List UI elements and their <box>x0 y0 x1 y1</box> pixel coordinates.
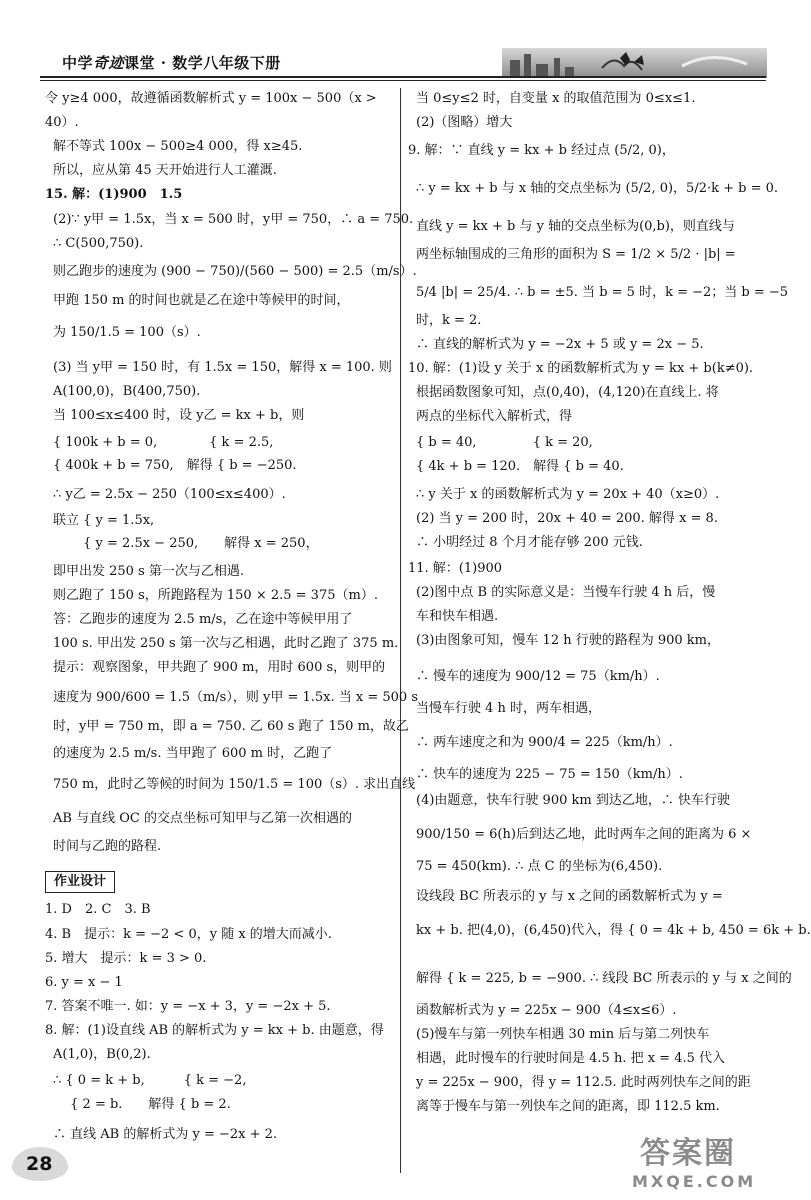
hint-line: 的速度为 2.5 m/s. 当甲跑了 600 m 时，乙跑了 <box>53 746 333 761</box>
watermark-logo: 答案圈 <box>640 1136 736 1171</box>
equation-system-line: { 100k + b = 0, { k = 2.5, <box>53 435 274 450</box>
page-number: 28 <box>26 1153 53 1175</box>
text-line: (3)由图象可知，慢车 12 h 行驶的路程为 900 km， <box>416 633 721 648</box>
text-line: ∴ C(500,750). <box>53 236 144 251</box>
text-line: 直线 y = kx + b 与 y 轴的交点坐标为(0,b)，则直线与 <box>416 219 735 234</box>
text-line: A(100,0)，B(400,750). <box>53 384 201 399</box>
text-line: 函数解析式为 y = 225x − 900（4≤x≤6）. <box>416 1003 677 1018</box>
title-suffix: 课堂 · 数学八年级下册 <box>124 54 281 72</box>
equation-system-line: { 4k + b = 120. 解得 { b = 40. <box>416 459 624 474</box>
equation-system-line: ∴ { 0 = k + b, { k = −2, <box>53 1073 247 1088</box>
text-line: ∴ 小明经过 8 个月才能存够 200 元钱. <box>416 535 643 550</box>
text-line: A(1,0)，B(0,2). <box>53 1047 151 1062</box>
text-line: 5. 增大 提示：k = 3 > 0. <box>45 951 207 966</box>
text-line: 则乙跑了 150 s，所跑路程为 150 × 2.5 = 375（m）. <box>53 588 378 603</box>
book-title <box>62 52 281 73</box>
equation-system-line: { y = 2.5x − 250, 解得 x = 250， <box>53 536 319 551</box>
page-header <box>0 0 786 95</box>
text-line: ∴ 直线 AB 的解析式为 y = −2x + 2. <box>53 1127 278 1142</box>
header-rule-thin <box>40 80 766 81</box>
text-line: 令 y≥4 000，故遵循函数解析式 y = 100x − 500（x > <box>45 91 377 106</box>
text-line: (2)∵ y甲 = 1.5x，当 x = 500 时，y甲 = 750，∴ a = 750. <box>53 212 414 227</box>
page-number-badge <box>12 1147 68 1181</box>
text-line: 即甲出发 250 s 第一次与乙相遇. <box>53 564 245 579</box>
text-line: ∴ 快车的速度为 225 − 75 = 150（km/h）. <box>416 767 683 782</box>
text-line: 5/4 |b| = 25/4. ∴ b = ±5. 当 b = 5 时，k = −2；当 b = −5 <box>416 285 789 300</box>
watermark <box>628 1128 778 1198</box>
text-line: 6. y = x − 1 <box>45 975 123 990</box>
text-line: 两点的坐标代入解析式，得 <box>416 409 573 424</box>
text-line: 相遇，此时慢车的行驶时间是 4.5 h. 把 x = 4.5 代入 <box>416 1051 726 1066</box>
text-line: 7. 答案不唯一. 如：y = −x + 3，y = −2x + 5. <box>45 999 331 1014</box>
problem-15-heading: 15. 解：(1)900 1.5 <box>45 187 183 202</box>
text-line: 75 = 450(km). ∴ 点 C 的坐标为(6,450). <box>416 859 663 874</box>
text-line: 4. B 提示：k = −2 < 0，y 随 x 的增大而减小. <box>45 927 332 942</box>
header-rule <box>40 76 766 78</box>
equation-system-line: 联立 { y = 1.5x, <box>53 513 155 528</box>
title-fancy: 奇迹 <box>93 54 125 72</box>
text-line: 两坐标轴围成的三角形的面积为 S = 1/2 × 5/2 · |b| = <box>416 247 736 262</box>
watermark-url: MXQE.COM <box>632 1172 757 1191</box>
text-line: (2)图中点 B 的实际意义是：当慢车行驶 4 h 后，慢 <box>416 585 716 600</box>
text-line: 根据函数图象可知，点(0,40)，(4,120)在直线上. 将 <box>416 385 719 400</box>
equation-system-line: { 2 = b. 解得 { b = 2. <box>53 1097 231 1112</box>
text-line: ∴ y = kx + b 与 x 轴的交点坐标为 (5/2, 0)，5/2·k + b = 0. <box>416 181 779 196</box>
equation-system-line: 解得 { k = 225, b = −900. ∴ 线段 BC 所表示的 y 与 x 之间的 <box>416 971 792 986</box>
text-line: ∴ y 关于 x 的函数解析式为 y = 20x + 40（x≥0）. <box>416 487 720 502</box>
text-line: 解不等式 100x − 500≥4 000，得 x≥45. <box>53 139 303 154</box>
hint-line: 时，y甲 = 750 m，即 a = 750. 乙 60 s 跑了 150 m，故乙 <box>53 719 409 734</box>
hint-line: 时间与乙跑的路程. <box>53 839 162 854</box>
text-line: (5)慢车与第一列快车相遇 30 min 后与第二列快车 <box>416 1027 710 1042</box>
text-line: 900/150 = 6(h)后到达乙地，此时两车之间的距离为 6 × <box>416 827 752 842</box>
text-line: 8. 解：(1)设直线 AB 的解析式为 y = kx + b. 由题意，得 <box>45 1023 384 1038</box>
text-line: 时，k = 2. <box>416 313 482 328</box>
text-line: (4)由题意，快车行驶 900 km 到达乙地，∴ 快车行驶 <box>416 793 730 808</box>
text-line: ∴ 两车速度之和为 900/4 = 225（km/h）. <box>416 735 673 750</box>
text-line: y = 225x − 900，得 y = 112.5. 此时两列快车之间的距 <box>416 1075 751 1090</box>
problem-11-heading: 11. 解：(1)900 <box>408 561 503 576</box>
hint-line: 750 m，此时乙等候的时间为 150/1.5 = 100（s）. 求出直线 <box>53 777 416 792</box>
text-line: 设线段 BC 所表示的 y 与 x 之间的函数解析式为 y = <box>416 889 723 904</box>
problem-10-heading: 10. 解：(1)设 y 关于 x 的函数解析式为 y = kx + b(k≠0). <box>408 361 754 376</box>
text-line: ∴ 慢车的速度为 900/12 = 75（km/h）. <box>416 669 660 684</box>
text-line: 甲跑 150 m 的时间也就是乙在途中等候甲的时间， <box>53 293 350 308</box>
header-banner-image <box>502 48 767 78</box>
equation-system-line: kx + b. 把(4,0)，(6,450)代入，得 { 0 = 4k + b, 450 = 6k + b. <box>416 923 811 938</box>
text-line: ∴ y乙 = 2.5x − 250（100≤x≤400）. <box>53 487 286 502</box>
homework-section-label: 作业设计 <box>45 871 115 893</box>
text-line: 离等于慢车与第一列快车之间的距离，即 112.5 km. <box>416 1099 720 1114</box>
text-line: ∴ 直线的解析式为 y = −2x + 5 或 y = 2x − 5. <box>416 337 704 352</box>
hint-line: AB 与直线 OC 的交点坐标可知甲与乙第一次相遇的 <box>53 811 352 826</box>
title-prefix: 中学 <box>62 54 94 72</box>
problem-9-heading: 9. 解：∵ 直线 y = kx + b 经过点 (5/2, 0)， <box>408 143 675 158</box>
equation-system-line: { 400k + b = 750, 解得 { b = −250. <box>53 458 297 473</box>
text-line: 当慢车行驶 4 h 时，两车相遇， <box>416 701 602 716</box>
text-line: 当 100≤x≤400 时，设 y乙 = kx + b，则 <box>53 408 305 423</box>
text-line: 为 150/1.5 = 100（s）. <box>53 325 201 340</box>
hint-line: 提示：观察图象，甲共跑了 900 m，用时 600 s，则甲的 <box>53 660 386 675</box>
hint-line: 速度为 900/600 = 1.5（m/s），则 y甲 = 1.5x. 当 x = 500 s <box>53 690 418 705</box>
text-line: 1. D 2. C 3. B <box>45 902 151 917</box>
text-line: (2)（图略）增大 <box>416 115 513 130</box>
text-line: 所以，应从第 45 天开始进行人工灌溉. <box>53 163 277 178</box>
text-line: 则乙跑步的速度为 (900 − 750)/(560 − 500) = 2.5（m/s）. <box>53 264 417 279</box>
equation-system-line: { b = 40, { k = 20, <box>416 435 593 450</box>
text-line: 当 0≤y≤2 时，自变量 x 的取值范围为 0≤x≤1. <box>416 91 696 106</box>
answer-line: 答：乙跑步的速度为 2.5 m/s，乙在途中等候甲用了 <box>53 612 353 627</box>
answer-line: 100 s. 甲出发 250 s 第一次与乙相遇，此时乙跑了 375 m. <box>53 636 399 651</box>
text-line: (2) 当 y = 200 时，20x + 40 = 200. 解得 x = 8. <box>416 511 718 526</box>
text-line: 车和快车相遇. <box>416 609 499 624</box>
text-line: 40）. <box>45 115 79 130</box>
text-line: (3) 当 y甲 = 150 时，有 1.5x = 150，解得 x = 100. 则 <box>53 360 392 375</box>
